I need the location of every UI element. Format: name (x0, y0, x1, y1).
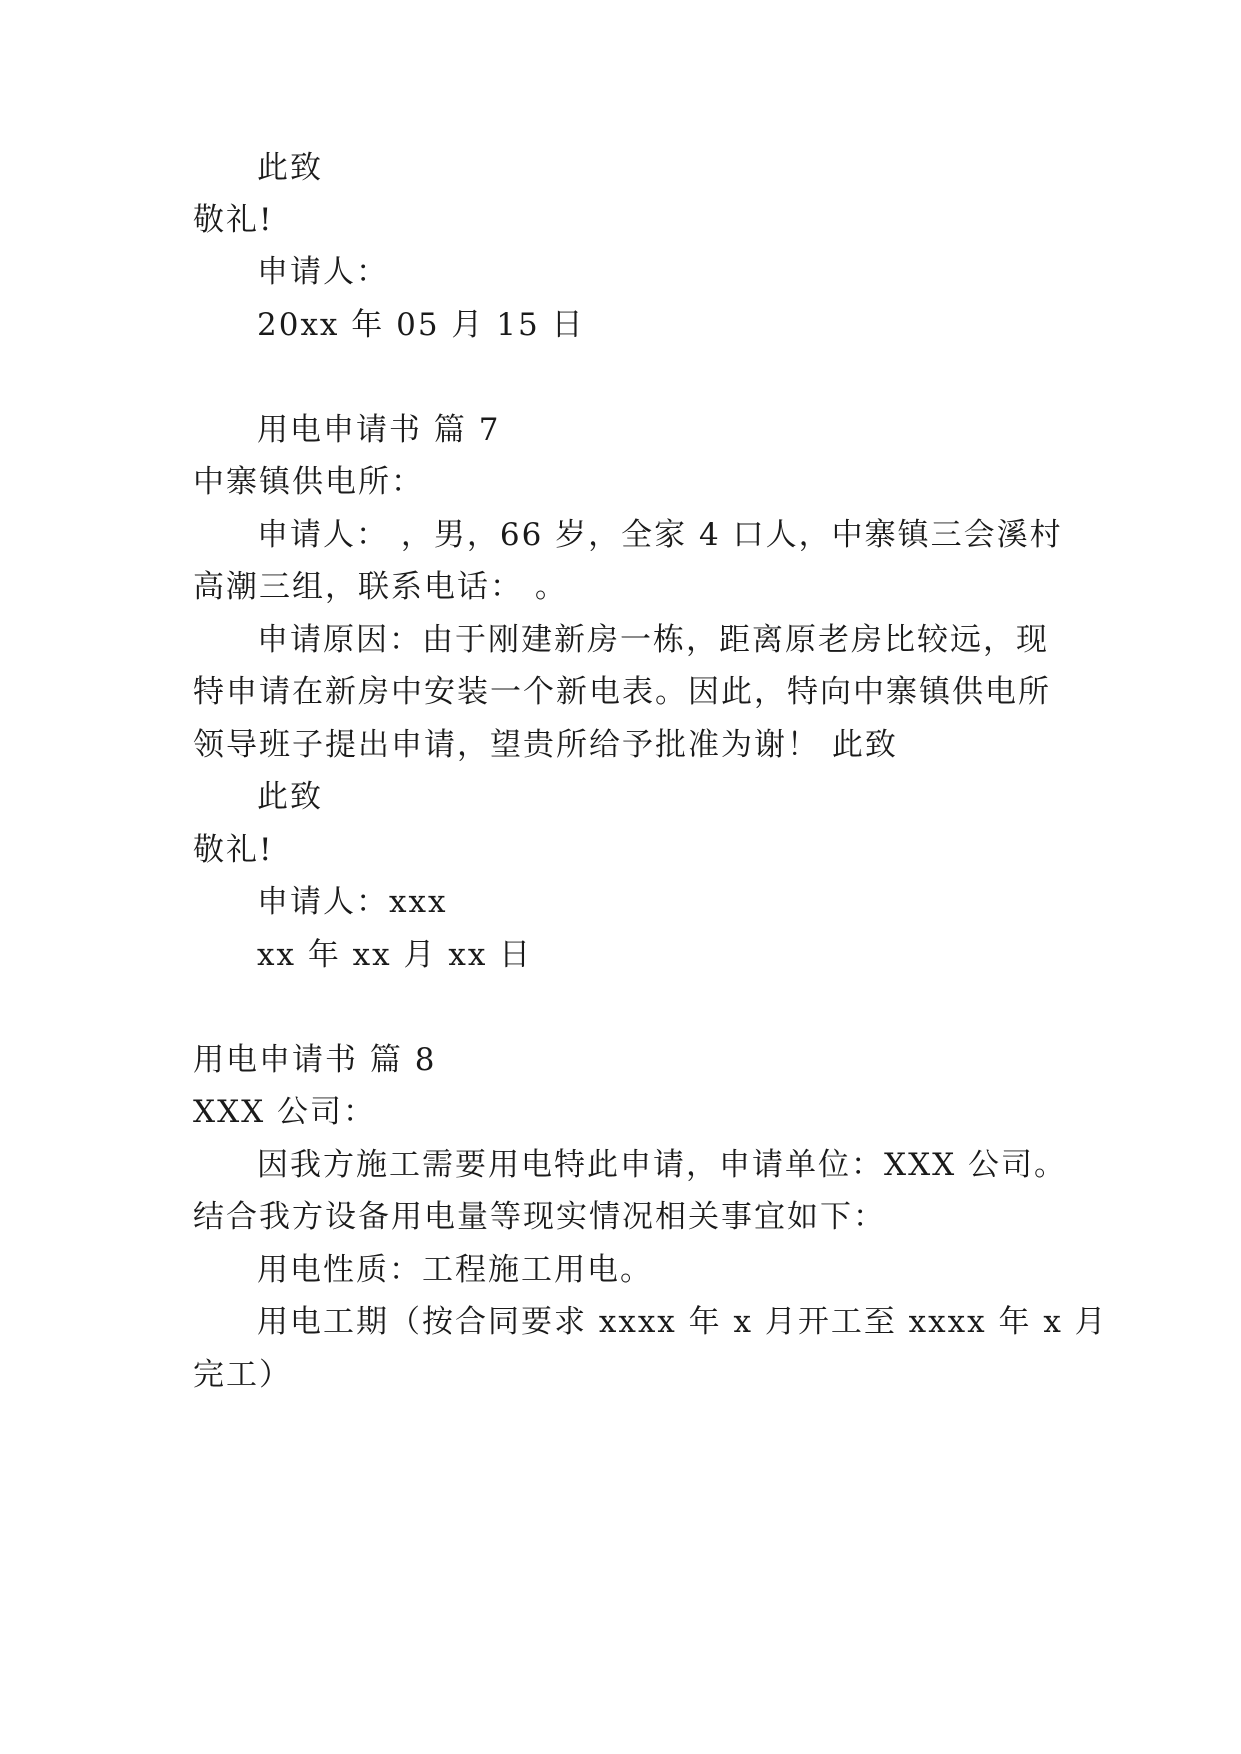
paragraph-line: 领导班子提出申请，望贵所给予批准为谢！ 此致 (193, 727, 898, 763)
paragraph-line: 申请原因：由于刚建新房一栋，距离原老房比较远，现 (257, 622, 1049, 658)
applicant-line: 申请人：xxx (257, 884, 448, 920)
salute-text: 敬礼! (193, 202, 274, 238)
date-line: 20xx 年 05 月 15 日 (257, 307, 585, 343)
applicant-line: 申请人： (257, 254, 389, 290)
paragraph-line: 申请人： ，男，66 岁，全家 4 口人，中寨镇三会溪村 (257, 517, 1063, 553)
paragraph-line: 特申请在新房中安装一个新电表。因此，特向中寨镇供电所 (193, 674, 1051, 710)
paragraph-line: 结合我方设备用电量等现实情况相关事宜如下： (193, 1199, 886, 1235)
paragraph-line: 因我方施工需要用电特此申请，申请单位：XXX 公司。 (257, 1147, 1068, 1183)
paragraph-line: 用电性质：工程施工用电。 (257, 1252, 653, 1288)
section-heading: 用电申请书 篇 8 (193, 1042, 437, 1078)
salute-text: 敬礼! (193, 832, 274, 868)
paragraph-line: 用电工期（按合同要求 xxxx 年 x 月开工至 xxxx 年 x 月 (257, 1304, 1108, 1340)
paragraph-line: 完工） (193, 1357, 292, 1393)
date-line: xx 年 xx 月 xx 日 (257, 937, 533, 973)
closing-text: 此致 (257, 779, 323, 815)
recipient-line: 中寨镇供电所： (193, 464, 424, 500)
section-heading: 用电申请书 篇 7 (257, 412, 501, 448)
paragraph-line: 高潮三组，联系电话： 。 (193, 569, 568, 605)
closing-text: 此致 (257, 150, 323, 186)
recipient-line: XXX 公司： (193, 1094, 377, 1130)
